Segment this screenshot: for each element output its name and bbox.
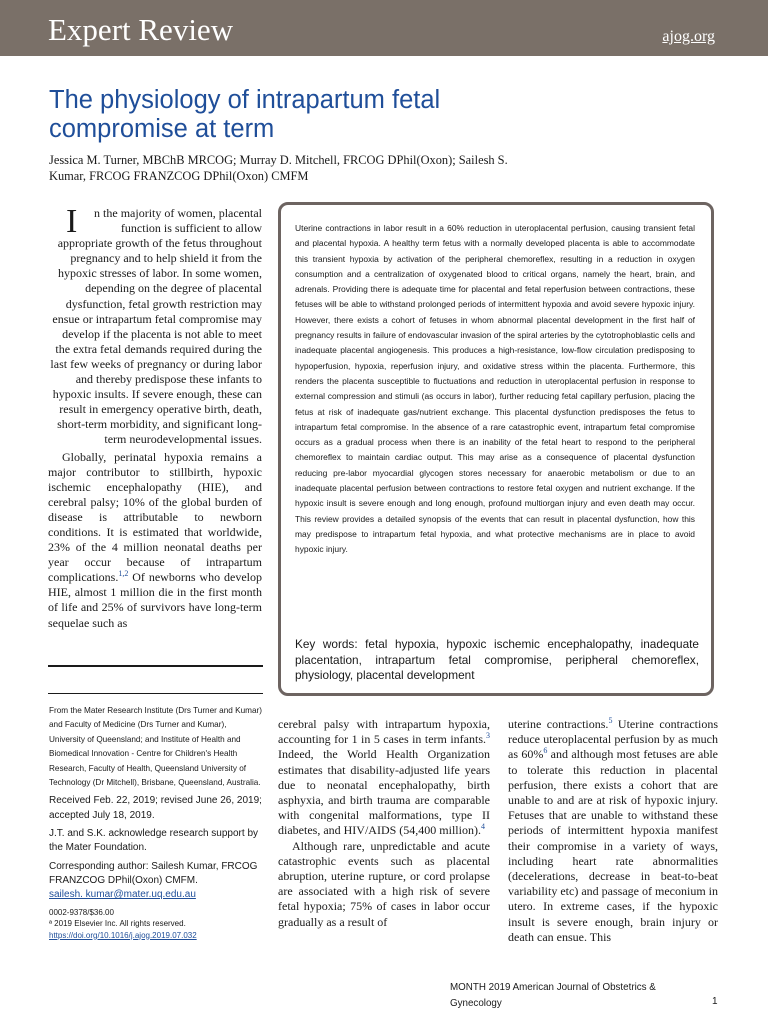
copyright-notice: ª 2019 Elsevier Inc. All rights reserved. — [49, 919, 186, 929]
article-title: The physiology of intrapartum fetal compromise at term — [49, 86, 441, 143]
corresponding-author — [49, 860, 264, 903]
intro-paragraph-1-text: n the majority of women, placental function is sufficient to allow appropriate growth of the fetus throughout pregnancy and to help shield it from the hypoxic stresses of labor. In some women, depending on the degree of placental dysfunction, fetal growth restriction may ensue or intrapartum fetal compromise may develop if the placenta is not able to meet the extra fetal demands required during the last few weeks of pregnancy or during labor and thereby predispose these infants to hypoxic insults. If severe enough, these can result in emergency operative birth, death, short-term morbidity, and significant long-term neurodevelopmental issues. — [50, 206, 262, 447]
intro-paragraph-2-text-b: Of newborns who develop HIE, almost 1 million die in the first month of life and 25% of survivors have long-term sequelae such as — [48, 570, 262, 630]
intro-paragraph-2-text-a: Globally, perinatal hypoxia remains a major contributor to stillbirth, hypoxic ischemic encephalopathy (HIE), and cerebral palsy; 10% of the global burden of disease is attributable to newborn conditions. It is estimated that worldwide, 23% of the 4 million neonatal deaths per year occur because of intrapartum complications. — [48, 449, 262, 585]
journal-banner — [0, 0, 768, 56]
article-authors: Jessica M. Turner, MBChB MRCOG; Murray D. Mitchell, FRCOG DPhil(Oxon); Sailesh S. Kumar, FRCOG FRANZCOG DPhil(Oxon) CMFM — [49, 153, 508, 183]
column3-text-b: Uterine contractions reduce uteroplacental perfusion by as much as 60% — [508, 717, 718, 762]
column-divider-thick — [48, 665, 263, 667]
abstract-box — [278, 202, 714, 696]
intro-column — [48, 203, 262, 631]
journal-footer: MONTH 2019 American Journal of Obstetrics & Gynecology — [450, 982, 656, 1009]
citation-ref[interactable]: 6 — [543, 746, 548, 756]
column2-text-b: Indeed, the World Health Organization estimates that disability-adjusted life years due to neonatal encephalopathy, birth asphyxia, and birth trauma are comparable with congenital malformations, type II diabetes, and HIV/AIDS (54,400 million). — [278, 747, 490, 838]
column3-paragraph-1 — [508, 717, 718, 945]
received-dates: Received Feb. 22, 2019; revised June 26, 2019; accepted July 18, 2019. — [49, 795, 262, 821]
copyright-info — [49, 907, 264, 942]
affiliations-block — [49, 704, 264, 941]
journal-site-link[interactable]: ajog.org — [662, 28, 715, 45]
body-column-3 — [508, 717, 718, 945]
corresponding-author-text: Corresponding author: Sailesh Kumar, FRCOG FRANZCOG DPhil(Oxon) CMFM. — [49, 860, 258, 886]
column3-text-a: uterine contractions. — [508, 717, 609, 731]
key-words: Key words: fetal hypoxia, hypoxic ischemic encephalopathy, inadequate placentation, intrapartum fetal compromise, peripheral chemoreflex, physiology, placental development — [295, 637, 699, 682]
page-number: 1 — [712, 996, 718, 1007]
research-support: J.T. and S.K. acknowledge research support by the Mater Foundation. — [49, 828, 259, 854]
doi-link[interactable]: https://doi.org/10.1016/j.ajog.2019.07.032 — [49, 930, 197, 940]
intro-paragraph-1 — [48, 203, 262, 448]
affiliation-institutions: From the Mater Research Institute (Drs Turner and Kumar) and Faculty of Medicine (Drs Turner and Kumar), University of Queensland; and Institute of Health and Biomedical Innovation - Centre for Children's Health Research, Faculty of Health, Queensland University of Technology (Dr Mitchell), Brisbane, Queensland, Australia. — [49, 706, 262, 788]
issn: 0002-9378/$36.00 — [49, 907, 114, 917]
intro-paragraph-2 — [48, 450, 262, 631]
column2-text-a: cerebral palsy with intrapartum hypoxia, accounting for 1 in 5 cases in term infants. — [278, 717, 490, 747]
drop-cap: I — [66, 203, 78, 240]
column2-paragraph-1 — [278, 717, 490, 839]
citation-ref[interactable]: 5 — [608, 716, 613, 725]
citation-ref[interactable]: 4 — [480, 822, 485, 832]
body-column-2 — [278, 717, 490, 930]
column2-paragraph-2: Although rare, unpredictable and acute catastrophic events such as placental abruption, uterine rupture, or cord prolapse are associated with a high risk of severe fetal hypoxia; 75% of cases in labor occur gradually as a result of — [278, 838, 490, 929]
abstract-text: Uterine contractions in labor result in a 60% reduction in uteroplacental perfusion, causing transient fetal and placental hypoxia. A healthy term fetus with a normally developed placenta is able to accommodate this transient hypoxia by activation of the peripheral chemoreflex, resulting in a reduction in oxygen consumption and a centralization of oxygenated blood to critical organs, namely the heart, brain, and adrenals. Providing there is adequate time for placental and fetal reperfusion between contractions, these fetuses will be able to withstand prolonged periods of intermittent hypoxia and avoid severe hypoxic injury. However, there exists a cohort of fetuses in whom abnormal placental development in the first half of pregnancy results in failure of endovascular invasion of the spiral arteries by the cytotrophoblastic cells and inadequate placental angiogenesis. This produces a high-resistance, low-flow circulation predisposing to hypoperfusion, hypoxia, reperfusion injury, and oxidative stress within the placenta. Furthermore, this renders the placenta susceptible to fluctuations and reduction in uteroplacental perfusion in response to external compression and stimuli (as occurs in labor), further reducing fetal capillary perfusion, placing the fetus at risk of inadequate gas/nutrient exchange. This placental dysfunction predisposes the fetus to intrapartum fetal compromise. In the absence of a rare catastrophic event, intrapartum fetal compromise occurs as a gradual process when there is an inability of the fetal heart to respond to the peripheral chemoreflex to maintain cardiac output. This may arise as a consequence of placental dysfunction reducing pre-labor myocardial glycogen stores necessary for anaerobic metabolism or due to an inadequate placental perfusion between contractions to restore fetal oxygen and nutrient exchange. If the hypoxic insult is severe enough and long enough, profound multiorgan injury and even death may occur. This review provides a detailed synopsis of the events that can result in placental dysfunction, how this may predispose to intrapartum fetal hypoxia, and what protective mechanisms are in place to avoid hypoxic injury. — [295, 223, 695, 555]
author-email-link[interactable]: sailesh. kumar@mater.uq.edu.au — [49, 889, 196, 901]
column3-text-c: and although most fetuses are able to tolerate this reduction in placental perfusion, there exists a cohort that are unable to and are at risk of hypoxic injury. Fetuses that are unable to withstand these periods of intermittent hypoxia manifest their compromise in a variety of ways, including heart rate abnormalities (decelerations, decrease in beat-to-beat variability etc) and passage of meconium in utero. In extreme cases, if the hypoxic insult is severe enough, brain injury or death can ensue. This — [508, 747, 718, 944]
citation-ref[interactable]: 3 — [486, 731, 490, 741]
column-divider-thin — [48, 693, 263, 694]
citation-ref[interactable]: 1,2 — [118, 569, 129, 579]
section-title: Expert Review — [48, 12, 234, 47]
